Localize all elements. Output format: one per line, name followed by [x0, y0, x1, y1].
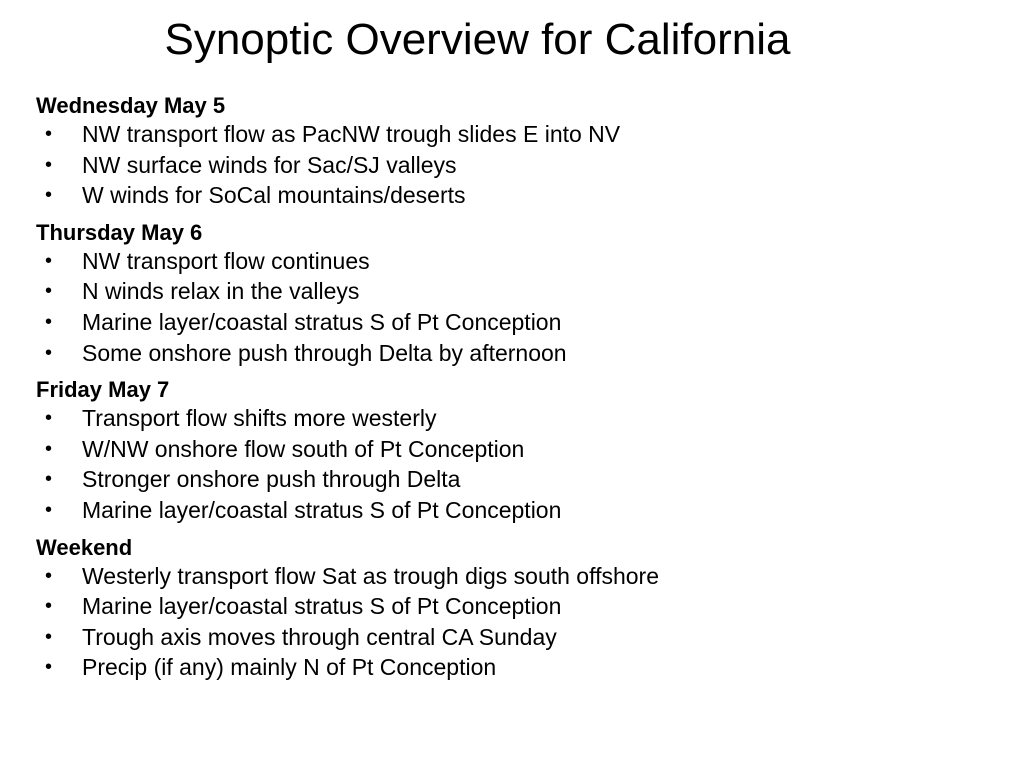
bullet-item: • N winds relax in the valleys [36, 276, 996, 307]
bullet-item: • Some onshore push through Delta by afternoon [36, 338, 996, 369]
bullet-item: • Trough axis moves through central CA Sunday [36, 622, 996, 653]
section-heading: Thursday May 6 [36, 219, 203, 245]
bullet-item: • Stronger onshore push through Delta [36, 464, 996, 495]
bullet-item: • Precip (if any) mainly N of Pt Conception [36, 652, 996, 683]
bullet-item: • W/NW onshore flow south of Pt Conception [36, 434, 996, 465]
bullet-list [36, 561, 996, 683]
section-heading: Wednesday May 5 [36, 93, 226, 118]
bullet-item: • NW transport flow as PacNW trough slides E into NV [36, 119, 996, 150]
slide-content [36, 92, 996, 691]
bullet-item: • Marine layer/coastal stratus S of Pt Conception [36, 591, 996, 622]
bullet-list [36, 246, 996, 368]
section-thursday [36, 219, 996, 368]
bullet-list [36, 403, 996, 525]
section-friday [36, 376, 996, 525]
bullet-list [36, 119, 996, 211]
bullet-item: • Marine layer/coastal stratus S of Pt Conception [36, 307, 996, 338]
bullet-item: • NW transport flow continues [36, 246, 996, 277]
section-heading: Weekend [36, 534, 133, 560]
bullet-item: • Marine layer/coastal stratus S of Pt Conception [36, 495, 996, 526]
bullet-item: • W winds for SoCal mountains/deserts [36, 180, 996, 211]
bullet-item: • NW surface winds for Sac/SJ valleys [36, 150, 996, 181]
section-wednesday [36, 92, 996, 211]
section-weekend [36, 534, 996, 683]
slide-title: Synoptic Overview for California [164, 15, 791, 64]
bullet-item: • Transport flow shifts more westerly [36, 403, 996, 434]
section-heading: Friday May 7 [36, 377, 170, 403]
bullet-item: • Westerly transport flow Sat as trough digs south offshore [36, 561, 996, 592]
